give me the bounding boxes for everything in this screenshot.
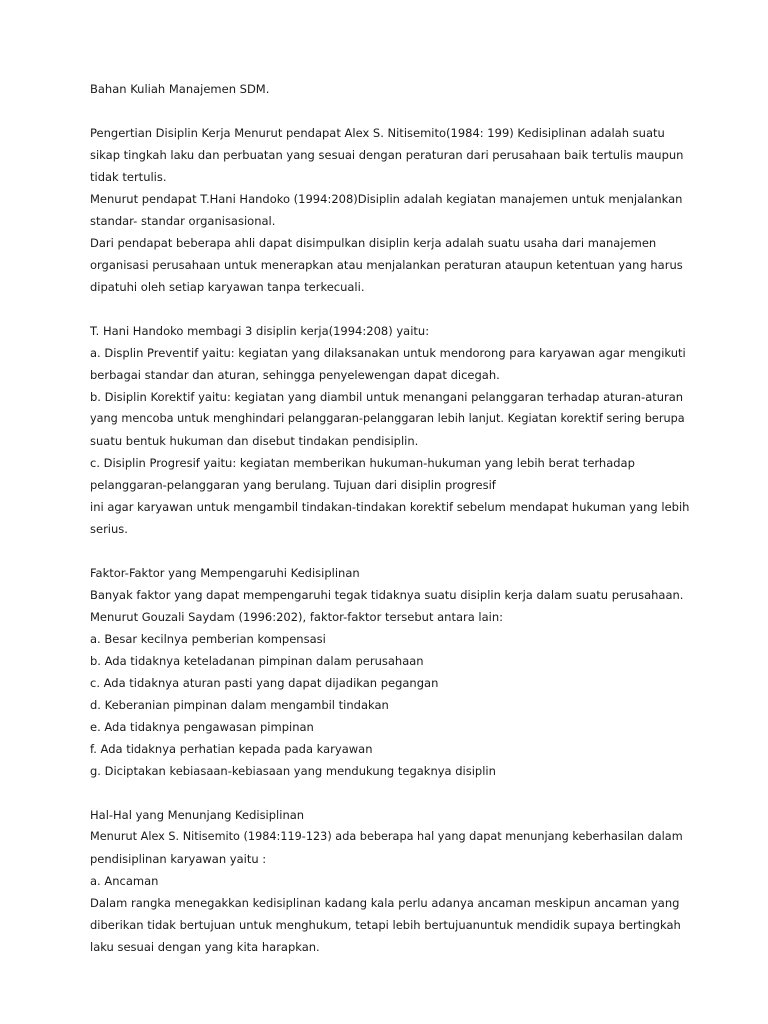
text-line: suatu bentuk hukuman dan disebut tindakan pendisiplin. bbox=[90, 434, 419, 448]
text-line: dipatuhi oleh setiap karyawan tanpa terkecuali. bbox=[90, 280, 365, 294]
text-line: Menurut pendapat T.Hani Handoko (1994:208)Disiplin adalah kegiatan manajemen untuk menjalankan bbox=[90, 192, 683, 206]
text-line: yang mencoba untuk menghindari pelanggaran-pelanggaran lebih lanjut. Kegiatan korektif sering berupa bbox=[90, 412, 685, 425]
text-line: d. Keberanian pimpinan dalam mengambil tindakan bbox=[90, 698, 389, 712]
text-line: c. Ada tidaknya aturan pasti yang dapat dijadikan pegangan bbox=[90, 676, 439, 690]
text-line: Faktor-Faktor yang Mempengaruhi Kedisiplinan bbox=[90, 566, 360, 580]
text-line: Pengertian Disiplin Kerja Menurut pendapat Alex S. Nitisemito(1984: 199) Kedisiplinan adalah suatu bbox=[90, 126, 665, 140]
text-line: serius. bbox=[90, 522, 128, 536]
text-line: Hal-Hal yang Menunjang Kedisiplinan bbox=[90, 808, 305, 822]
text-line: Menurut Alex S. Nitisemito (1984:119-123) ada beberapa hal yang dapat menunjang keberhasilan dalam bbox=[90, 830, 683, 843]
blank-line bbox=[90, 540, 690, 562]
text-line: pendisiplinan karyawan yaitu : bbox=[90, 852, 267, 866]
text-line: b. Ada tidaknya keteladanan pimpinan dalam perusahaan bbox=[90, 654, 424, 668]
text-line: Bahan Kuliah Manajemen SDM. bbox=[90, 82, 270, 96]
text-line: T. Hani Handoko membagi 3 disiplin kerja(1994:208) yaitu: bbox=[90, 324, 430, 338]
text-line: e. Ada tidaknya pengawasan pimpinan bbox=[90, 720, 314, 734]
text-line: ini agar karyawan untuk mengambil tindakan-tindakan korektif sebelum mendapat hukuman yang lebih bbox=[90, 500, 690, 514]
text-line: g. Diciptakan kebiasaan-kebiasaan yang mendukung tegaknya disiplin bbox=[90, 764, 496, 778]
text-line: Menurut Gouzali Saydam (1996:202), faktor-faktor tersebut antara lain: bbox=[90, 610, 504, 624]
text-line: laku sesuai dengan yang kita harapkan. bbox=[90, 940, 320, 954]
text-line: pelanggaran-pelanggaran yang berulang. Tujuan dari disiplin progresif bbox=[90, 478, 496, 492]
text-line: a. Besar kecilnya pemberian kompensasi bbox=[90, 632, 326, 646]
text-line: tidak tertulis. bbox=[90, 170, 167, 184]
text-line: f. Ada tidaknya perhatian kepada pada karyawan bbox=[90, 742, 373, 756]
text-line: sikap tingkah laku dan perbuatan yang sesuai dengan peraturan dari perusahaan baik tertulis maupun bbox=[90, 148, 684, 162]
text-line: berbagai standar dan aturan, sehingga penyelewengan dapat dicegah. bbox=[90, 368, 500, 382]
blank-line bbox=[90, 100, 690, 122]
text-line: Dari pendapat beberapa ahli dapat disimpulkan disiplin kerja adalah suatu usaha dari manajemen bbox=[90, 236, 657, 250]
text-line: Banyak faktor yang dapat mempengaruhi tegak tidaknya suatu disiplin kerja dalam suatu perusahaan. bbox=[90, 588, 684, 602]
text-line: b. Disiplin Korektif yaitu: kegiatan yang diambil untuk menangani pelanggaran terhadap aturan-aturan bbox=[90, 390, 684, 404]
text-line: standar- standar organisasional. bbox=[90, 214, 276, 228]
text-line: diberikan tidak bertujuan untuk menghukum, tetapi lebih bertujuanuntuk mendidik supaya bertingkah bbox=[90, 918, 681, 932]
text-line: a. Displin Preventif yaitu: kegiatan yang dilaksanakan untuk mendorong para karyawan agar mengikuti bbox=[90, 346, 686, 360]
blank-line bbox=[90, 782, 690, 804]
document-body bbox=[90, 78, 690, 958]
text-line: organisasi perusahaan untuk menerapkan atau menjalankan peraturan ataupun ketentuan yang harus bbox=[90, 258, 683, 272]
text-line: c. Disiplin Progresif yaitu: kegiatan memberikan hukuman-hukuman yang lebih berat terhadap bbox=[90, 456, 635, 470]
blank-line bbox=[90, 298, 690, 320]
text-line: Dalam rangka menegakkan kedisiplinan kadang kala perlu adanya ancaman meskipun ancaman yang bbox=[90, 896, 680, 910]
text-line: a. Ancaman bbox=[90, 874, 159, 888]
